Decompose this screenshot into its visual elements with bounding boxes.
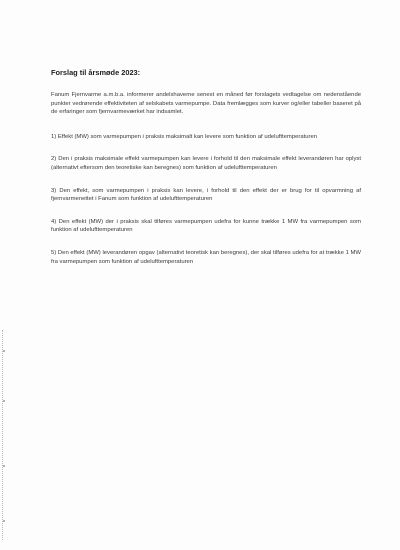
proposal-item-1: 1) Effekt (MW) som varmepumpen i praksis maksimalt kan levere som funktion af udelufttemperaturen bbox=[51, 133, 318, 140]
proposal-item-4: 4) Den effekt (MW) der i praksis skal tilføres varmepumpen udefra for kunne trække 1 MW fra varmepumpen som funktion af udelufttemperaturen bbox=[51, 218, 361, 234]
scan-edge-marks bbox=[2, 330, 6, 540]
scan-dot bbox=[3, 520, 5, 522]
intro-paragraph: Fanum Fjernvarme a.m.b.a. informerer andelshaverne senest en måned før forslagets vedtagelse om nedenstående punkter vedrørende effektiviteten af selskabets varmepumpe. Data fremlægges som kurver og/eller tabeller baseret på de erfaringer som fjernvarmeværket har indsamlet. bbox=[51, 92, 361, 116]
scan-dot bbox=[3, 400, 5, 402]
proposal-item-2: 2) Den i praksis maksimale effekt varmepumpen kan levere i forhold til den maksimale effekt leverandøren har oplyst (alternativt eftersom den teoretiske kan beregnes) som funktion af udelufttemperaturen bbox=[51, 156, 361, 171]
document-body bbox=[51, 68, 361, 280]
scan-dot bbox=[3, 350, 5, 352]
proposal-item-5: 5) Den effekt (MW) leverandøren opgav (alternativt teoretisk kan beregnes), der skal tilføres udefra for at trække 1 MW fra varmepumpen som funktion af udelufttemperaturen bbox=[51, 249, 361, 265]
document-heading: Forslag til årsmøde 2023: bbox=[51, 68, 141, 77]
proposal-item-3: 3) Den effekt, som varmepumpen i praksis kan levere, i forhold til den effekt der er brug for til opvarmning af fjernvarmenettet i Fanum som funktion af udelufttemperaturen bbox=[51, 187, 361, 203]
scan-dot bbox=[3, 465, 5, 467]
